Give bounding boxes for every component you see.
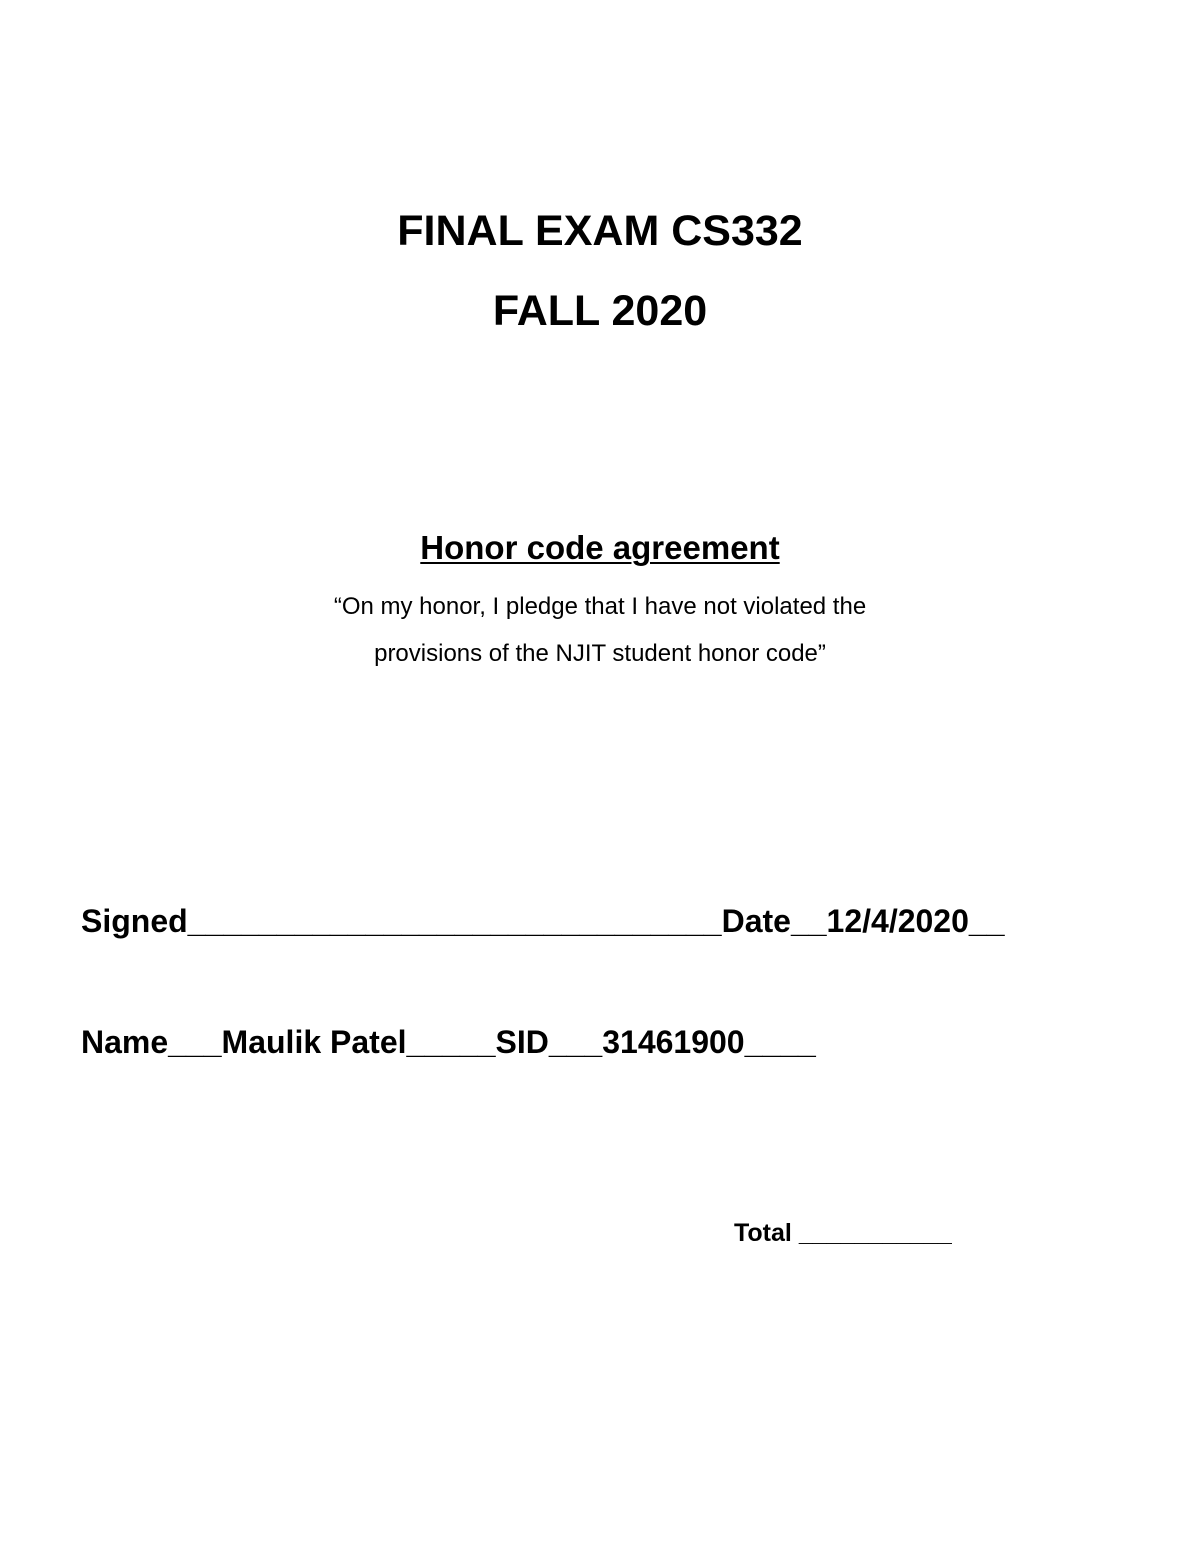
signature-row (81, 902, 1004, 940)
sid-suffix-blank: ____ (744, 1024, 816, 1060)
date-prefix-blank: __ (790, 903, 827, 939)
signed-label: Signed (81, 903, 188, 939)
date-suffix-blank: __ (968, 903, 1005, 939)
honor-code-heading-text: Honor code agreement (420, 529, 780, 566)
name-label: Name (81, 1024, 169, 1060)
exam-term: FALL 2020 (492, 287, 708, 335)
total-score-field[interactable]: ___________ (798, 1219, 952, 1247)
date-label: Date (721, 903, 791, 939)
honor-code-heading (0, 528, 1200, 568)
signature-field[interactable]: ______________________________ (187, 903, 722, 939)
identity-row (81, 1023, 816, 1061)
honor-pledge-line-1: “On my honor, I pledge that I have not violated the (333, 593, 867, 620)
exam-title: FINAL EXAM CS332 (397, 207, 803, 255)
total-label: Total (734, 1219, 799, 1247)
name-field[interactable]: Maulik Patel (221, 1024, 407, 1060)
name-suffix-blank: _____ (406, 1024, 496, 1060)
name-prefix-blank: ___ (168, 1024, 222, 1060)
honor-pledge-line-2: provisions of the NJIT student honor code” (374, 640, 826, 667)
date-field[interactable]: 12/4/2020 (826, 903, 969, 939)
sid-prefix-blank: ___ (548, 1024, 603, 1060)
sid-label: SID (495, 1024, 549, 1060)
total-score-row (734, 1218, 952, 1248)
sid-field[interactable]: 31461900 (602, 1024, 745, 1060)
